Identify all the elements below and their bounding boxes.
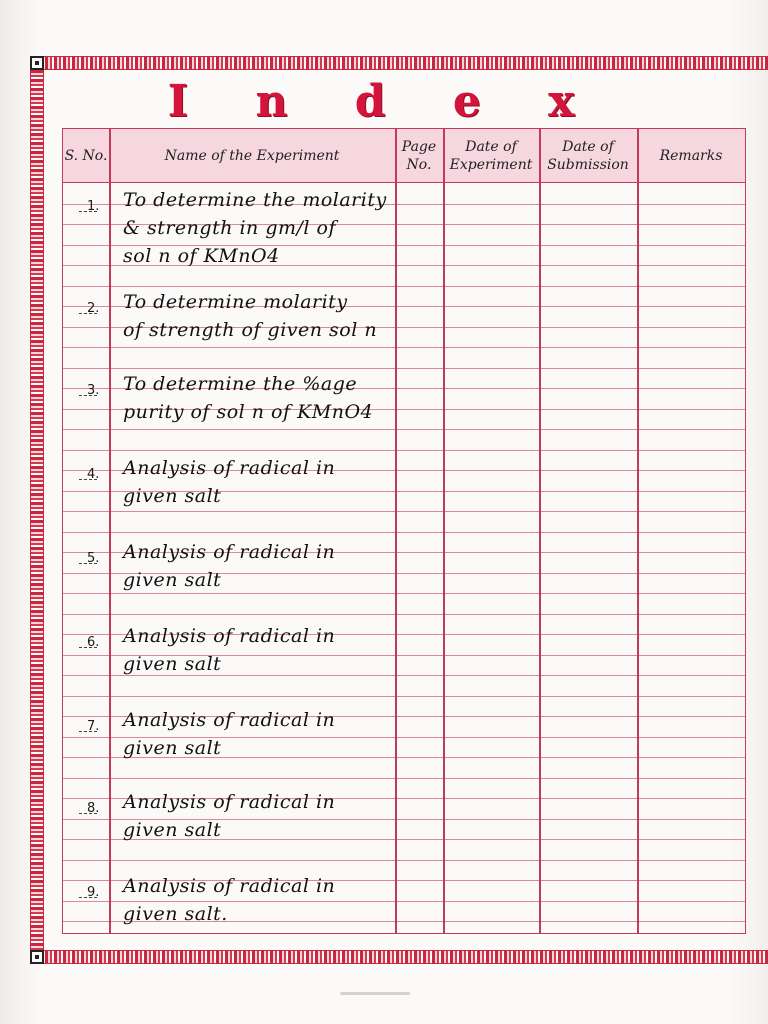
ruled-line	[63, 347, 745, 348]
row-serial-number: 8.	[87, 801, 100, 816]
ruled-line	[63, 429, 745, 430]
experiment-name-line: To determine the %age	[123, 373, 358, 395]
header-name: Name of the Experiment	[164, 148, 340, 164]
column-divider	[637, 129, 639, 933]
decorative-border-top	[36, 56, 768, 70]
experiment-name-line: purity of sol n of KMnO4	[123, 401, 374, 423]
experiment-name-line: To determine molarity	[123, 291, 348, 313]
corner-ornament	[30, 56, 44, 70]
column-divider	[443, 129, 445, 933]
column-divider	[539, 129, 541, 933]
decorative-border-bottom	[36, 950, 768, 964]
experiment-name-line: Analysis of radical in	[123, 541, 336, 563]
header-sno: S. No.	[64, 148, 108, 164]
ruled-line	[63, 286, 745, 287]
experiment-name-line: Analysis of radical in	[123, 457, 336, 479]
row-serial-number: 2.	[87, 301, 100, 316]
ruled-line	[63, 696, 745, 697]
row-serial-number: 9.	[87, 885, 100, 900]
page-mark	[340, 992, 410, 995]
experiment-name-line: given salt	[123, 653, 222, 675]
header-date-experiment: Date of Experiment	[449, 139, 533, 173]
entry-underline	[79, 313, 97, 314]
corner-ornament	[30, 950, 44, 964]
row-serial-number: 3.	[87, 383, 100, 398]
entry-underline	[79, 731, 97, 732]
row-serial-number: 4.	[87, 467, 100, 482]
table-header	[63, 129, 745, 183]
ruled-line	[63, 614, 745, 615]
column-divider	[395, 129, 397, 933]
ruled-line	[63, 778, 745, 779]
experiment-name-line: given salt	[123, 737, 222, 759]
experiment-name-line: & strength in gm/l of	[123, 217, 336, 239]
experiment-name-line: Analysis of radical in	[123, 791, 336, 813]
index-table	[62, 128, 746, 934]
entry-underline	[79, 563, 97, 564]
header-page: Page No.	[401, 139, 437, 173]
header-date-submission: Date of Submission	[547, 139, 629, 173]
page-title: I n d e x	[167, 76, 601, 127]
header-remarks: Remarks	[659, 148, 723, 164]
column-divider	[109, 129, 111, 933]
experiment-name-line: Analysis of radical in	[123, 875, 336, 897]
row-serial-number: 7.	[87, 719, 100, 734]
entry-underline	[79, 395, 97, 396]
entry-underline	[79, 479, 97, 480]
ruled-line	[63, 450, 745, 451]
ruled-line	[63, 511, 745, 512]
experiment-name-line: Analysis of radical in	[123, 625, 336, 647]
ruled-line	[63, 532, 745, 533]
entry-underline	[79, 897, 97, 898]
entry-underline	[79, 647, 97, 648]
experiment-name-line: Analysis of radical in	[123, 709, 336, 731]
entry-underline	[79, 813, 97, 814]
experiment-name-line: given salt	[123, 569, 222, 591]
experiment-name-line: given salt	[123, 819, 222, 841]
row-serial-number: 5.	[87, 551, 100, 566]
ruled-line	[63, 368, 745, 369]
experiment-name-line: given salt.	[123, 903, 228, 925]
entry-underline	[79, 211, 97, 212]
experiment-name-line: given salt	[123, 485, 222, 507]
experiment-name-line: of strength of given sol n	[123, 319, 378, 341]
ruled-line	[63, 675, 745, 676]
row-serial-number: 6.	[87, 635, 100, 650]
experiment-name-line: To determine the molarity	[123, 189, 387, 211]
row-serial-number: 1.	[87, 199, 100, 214]
ruled-line	[63, 860, 745, 861]
decorative-border-left	[30, 70, 44, 950]
experiment-name-line: sol n of KMnO4	[123, 245, 280, 267]
ruled-line	[63, 901, 745, 902]
ruled-line	[63, 593, 745, 594]
